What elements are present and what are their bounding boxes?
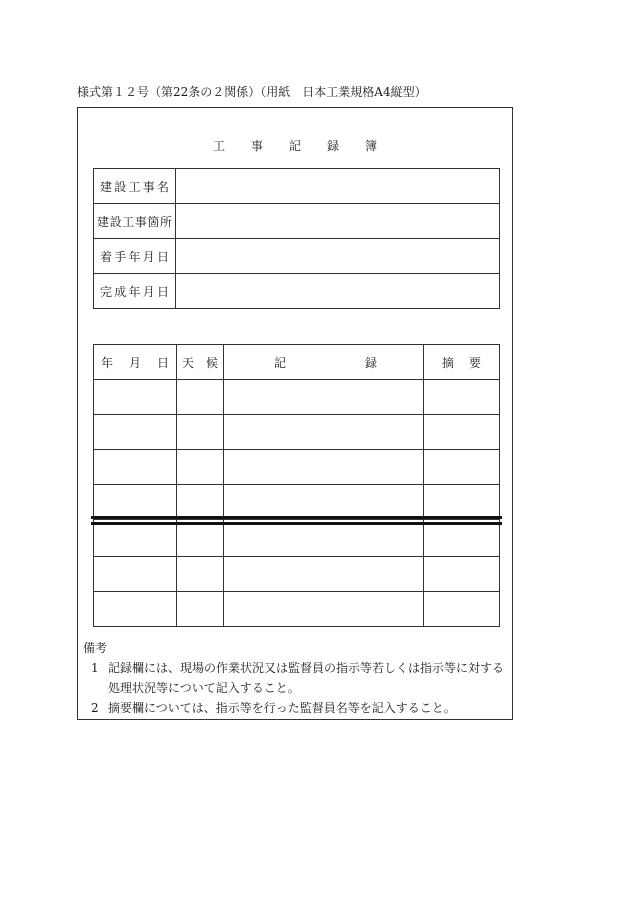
info-row-project-location — [94, 204, 500, 239]
label-char: 年 — [128, 249, 141, 264]
label-char: 月 — [142, 284, 155, 299]
cell-summary[interactable] — [424, 485, 500, 520]
value-completion-date[interactable] — [176, 274, 500, 309]
label-char: 箇 — [147, 214, 160, 229]
cell-date[interactable] — [94, 485, 177, 520]
cell-weather[interactable] — [177, 415, 224, 450]
cell-summary[interactable] — [424, 520, 500, 557]
header-char: 候 — [205, 355, 218, 370]
header-char: 摘 — [442, 355, 455, 370]
note-number: 2 — [91, 701, 99, 715]
record-row — [94, 592, 500, 627]
cell-record[interactable] — [224, 520, 424, 557]
form-title — [78, 137, 512, 154]
cell-summary[interactable] — [424, 557, 500, 592]
cell-summary[interactable] — [424, 450, 500, 485]
note-text: 記録欄には、現場の作業状況又は監督員の指示等若しくは指示等に対する処理状況等について記入すること。 — [108, 661, 505, 695]
cell-weather[interactable] — [177, 557, 224, 592]
cell-date[interactable] — [94, 520, 177, 557]
notes-heading: 備考 — [83, 641, 108, 655]
label-char: 設 — [114, 179, 127, 194]
label-project-location — [94, 204, 176, 239]
cell-date[interactable] — [94, 450, 177, 485]
info-row-start-date — [94, 239, 500, 274]
cell-summary[interactable] — [424, 380, 500, 415]
page-break-line-top — [91, 516, 502, 519]
label-start-date — [94, 239, 176, 274]
header-char: 月 — [128, 355, 141, 370]
title-char: 録 — [326, 139, 339, 153]
cell-summary[interactable] — [424, 415, 500, 450]
note-text: 摘要欄については、指示等を行った監督員名等を記入すること。 — [108, 701, 456, 715]
header-summary — [424, 345, 500, 380]
note-item — [83, 658, 508, 698]
label-char: 完 — [100, 284, 113, 299]
header-char: 録 — [364, 355, 377, 370]
label-completion-date — [94, 274, 176, 309]
label-char: 所 — [159, 214, 172, 229]
header-char: 日 — [156, 355, 169, 370]
label-char: 日 — [156, 284, 169, 299]
cell-date[interactable] — [94, 557, 177, 592]
label-char: 事 — [134, 214, 147, 229]
header-record — [224, 345, 424, 380]
label-char: 着 — [100, 249, 113, 264]
info-row-project-name — [94, 169, 500, 204]
cell-weather[interactable] — [177, 520, 224, 557]
header-char: 年 — [101, 355, 114, 370]
record-row — [94, 415, 500, 450]
value-start-date[interactable] — [176, 239, 500, 274]
header-weather — [177, 345, 224, 380]
label-char: 成 — [114, 284, 127, 299]
label-char: 年 — [128, 284, 141, 299]
cell-record[interactable] — [224, 485, 424, 520]
label-char: 手 — [114, 249, 127, 264]
cell-weather[interactable] — [177, 380, 224, 415]
record-row — [94, 380, 500, 415]
record-row — [94, 520, 500, 557]
record-table — [93, 344, 500, 627]
notes-section — [83, 638, 508, 718]
cell-summary[interactable] — [424, 592, 500, 627]
record-header-row — [94, 345, 500, 380]
cell-weather[interactable] — [177, 450, 224, 485]
cell-record[interactable] — [224, 592, 424, 627]
title-char: 工 — [212, 139, 225, 153]
label-char: 名 — [156, 179, 169, 194]
label-project-name — [94, 169, 176, 204]
label-char: 工 — [128, 179, 141, 194]
header-char: 記 — [274, 355, 287, 370]
value-project-name[interactable] — [176, 169, 500, 204]
cell-record[interactable] — [224, 415, 424, 450]
cell-weather[interactable] — [177, 592, 224, 627]
title-char: 記 — [288, 139, 301, 153]
header-char: 要 — [468, 355, 481, 370]
label-char: 建 — [100, 179, 113, 194]
title-char: 事 — [250, 139, 263, 153]
cell-date[interactable] — [94, 380, 177, 415]
info-row-completion-date — [94, 274, 500, 309]
label-char: 日 — [156, 249, 169, 264]
title-char: 簿 — [364, 139, 377, 153]
record-row — [94, 485, 500, 520]
label-char: 事 — [142, 179, 155, 194]
value-project-location[interactable] — [176, 204, 500, 239]
cell-record[interactable] — [224, 557, 424, 592]
cell-record[interactable] — [224, 450, 424, 485]
page-break-line-bottom — [91, 522, 502, 525]
record-book-frame — [77, 107, 513, 720]
record-row — [94, 450, 500, 485]
project-info-table — [93, 168, 500, 309]
cell-date[interactable] — [94, 415, 177, 450]
cell-date[interactable] — [94, 592, 177, 627]
label-char: 設 — [109, 214, 122, 229]
note-number: 1 — [91, 661, 99, 675]
cell-record[interactable] — [224, 380, 424, 415]
note-item — [83, 698, 508, 718]
header-date — [94, 345, 177, 380]
label-char: 建 — [97, 214, 110, 229]
label-char: 月 — [142, 249, 155, 264]
label-char: 工 — [122, 214, 135, 229]
record-row — [94, 557, 500, 592]
header-char: 天 — [182, 355, 195, 370]
form-header: 様式第１２号（第22条の２関係）（用紙 日本工業規格A4縦型） — [77, 85, 427, 99]
cell-weather[interactable] — [177, 485, 224, 520]
